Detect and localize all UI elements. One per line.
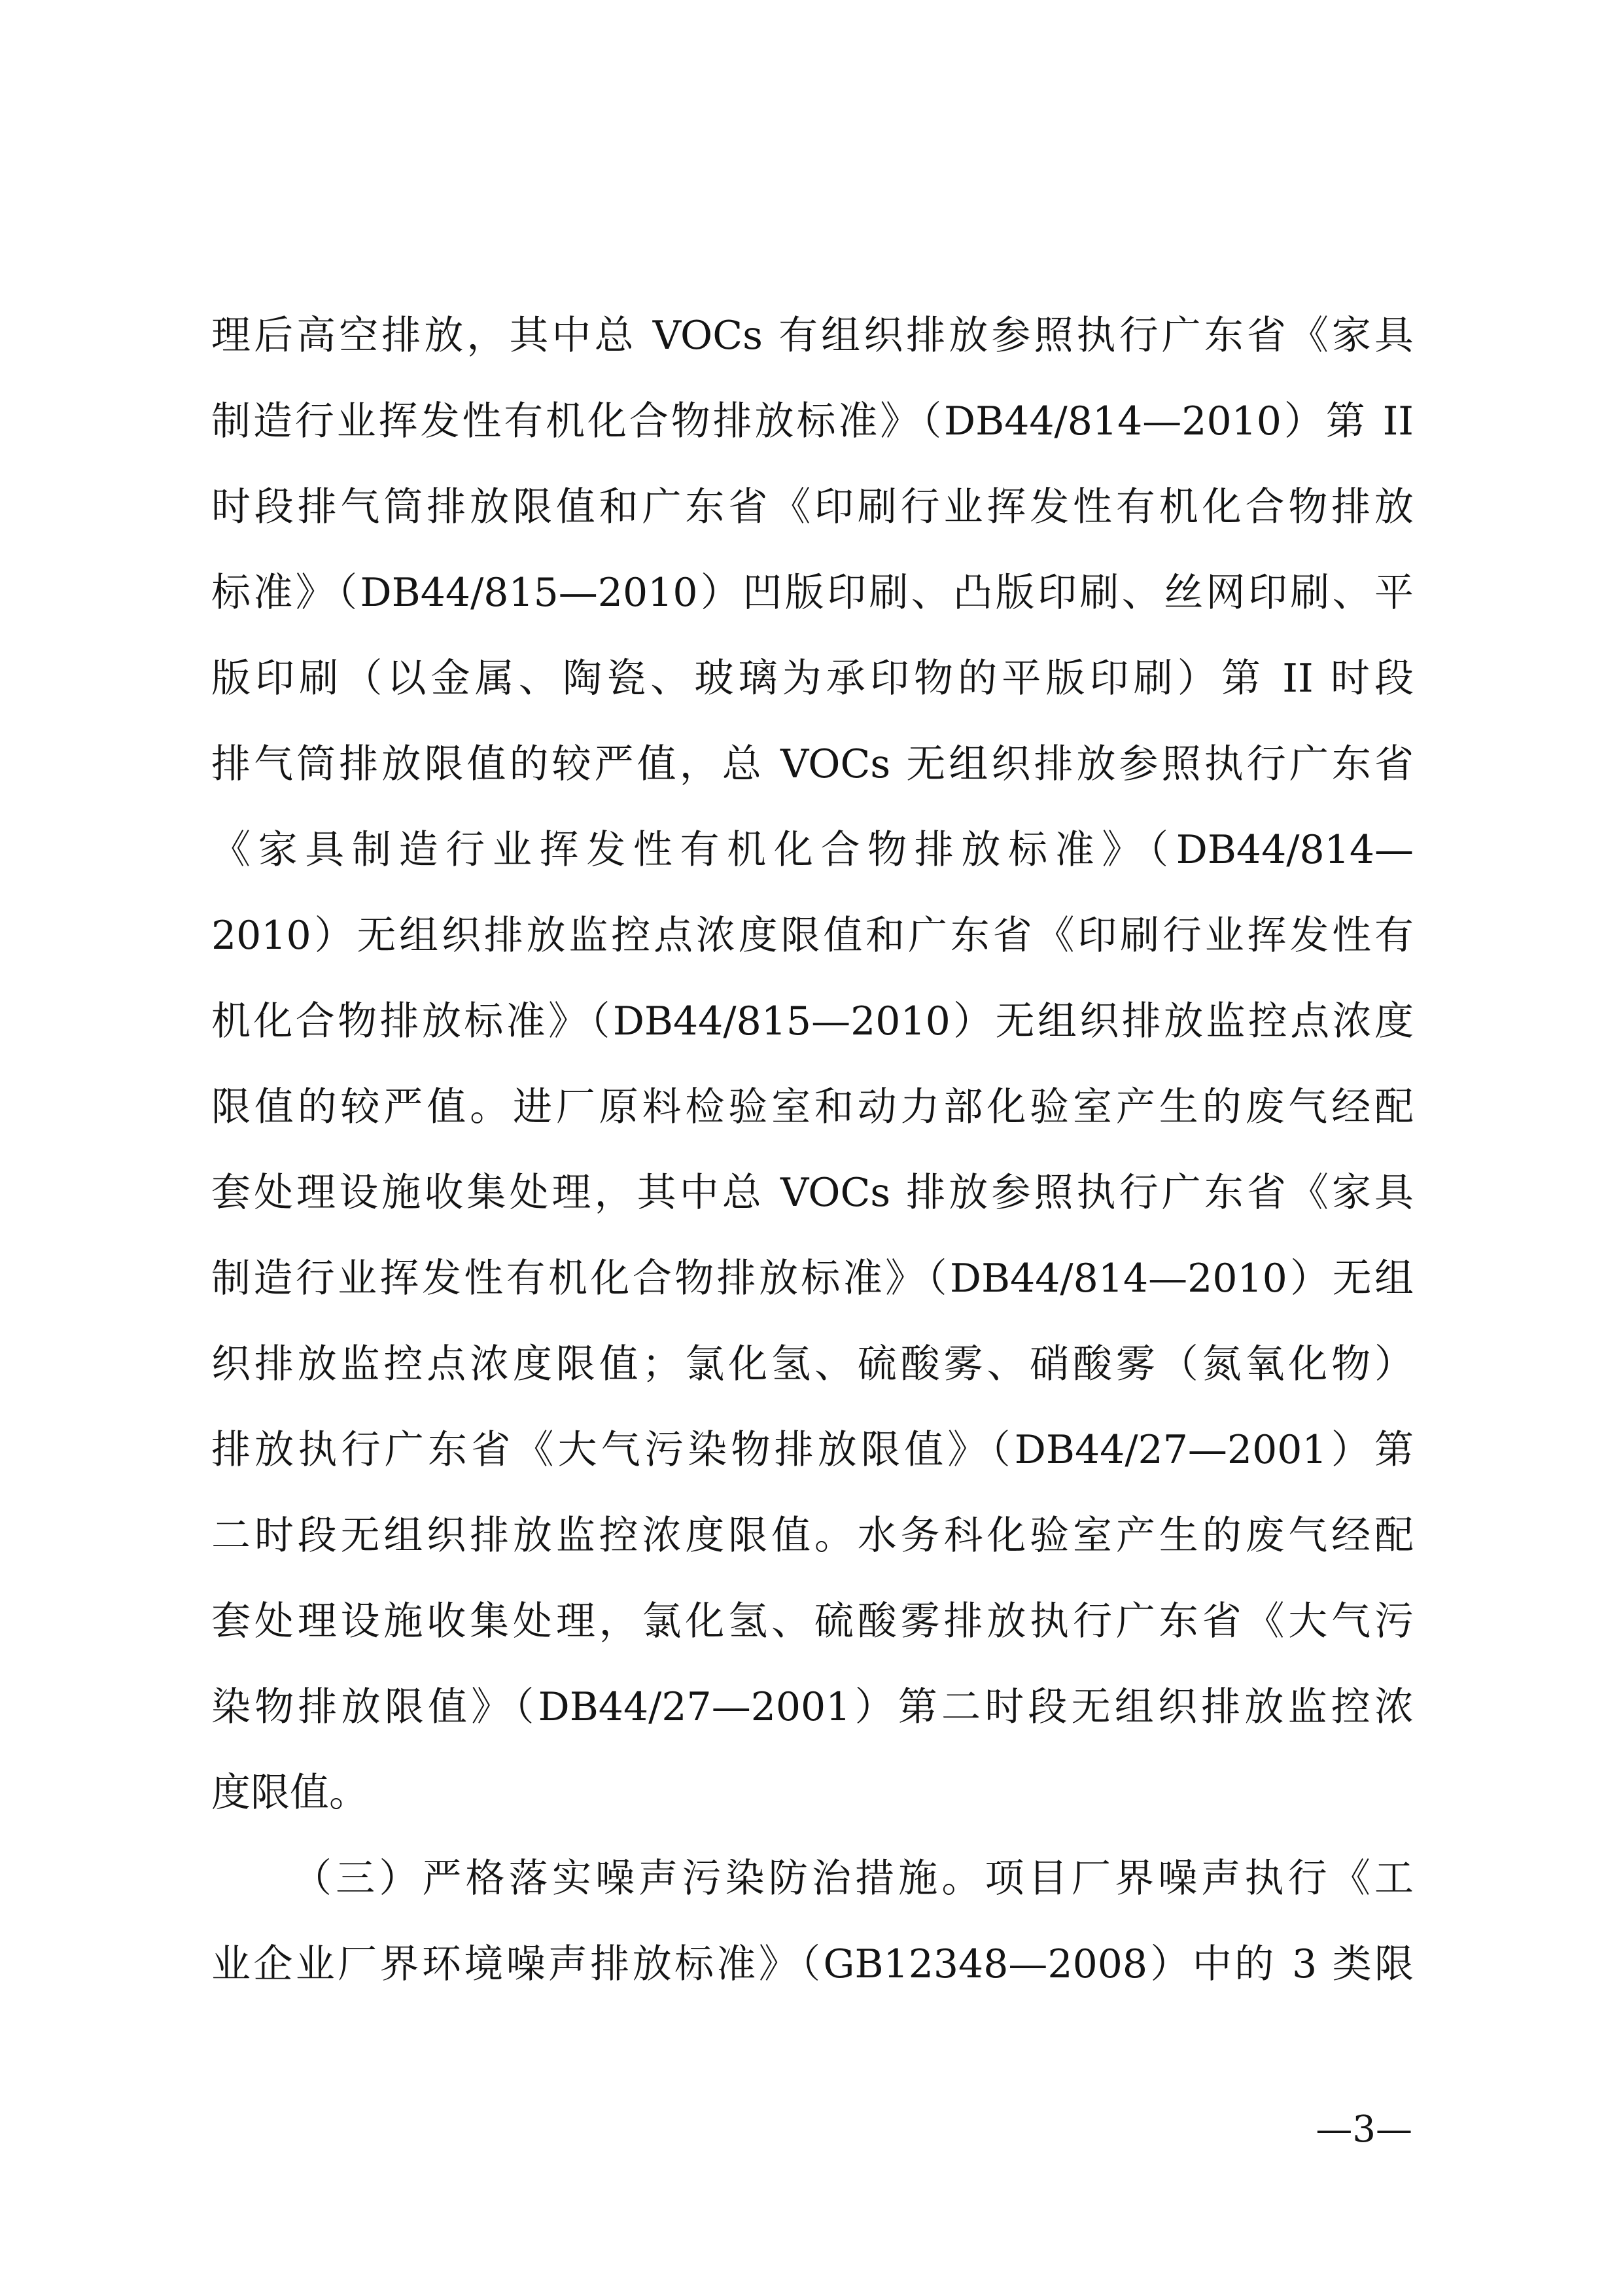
text-line: 套处理设施收集处理，其中总 VOCs 排放参照执行广东省《家具 — [211, 1170, 1414, 1216]
text-line: 二时段无组织排放监控浓度限值。水务科化验室产生的废气经配 — [211, 1513, 1414, 1559]
text-line: 《家具制造行业挥发性有机化合物排放标准》（DB44/814— — [211, 827, 1414, 873]
text-line: 理后高空排放，其中总 VOCs 有组织排放参照执行广东省《家具 — [211, 313, 1414, 359]
text-line: 染物排放限值》（DB44/27—2001）第二时段无组织排放监控浓 — [211, 1684, 1414, 1730]
text-line: 套处理设施收集处理，氯化氢、硫酸雾排放执行广东省《大气污 — [211, 1598, 1414, 1644]
text-line: 机化合物排放标准》（DB44/815—2010）无组织排放监控点浓度 — [211, 998, 1414, 1044]
page-number: —3— — [1316, 2108, 1412, 2151]
body-text — [211, 293, 1414, 2007]
text-line: 限值的较严值。进厂原料检验室和动力部化验室产生的废气经配 — [211, 1084, 1414, 1130]
text-line: 织排放监控点浓度限值；氯化氢、硫酸雾、硝酸雾（氮氧化物） — [211, 1341, 1414, 1387]
text-line: 2010）无组织排放监控点浓度限值和广东省《印刷行业挥发性有 — [211, 913, 1414, 959]
text-line: 制造行业挥发性有机化合物排放标准》（DB44/814—2010）无组 — [211, 1256, 1414, 1301]
paragraph-end-line: 度限值。 — [211, 1770, 368, 1816]
text-line: 制造行业挥发性有机化合物排放标准》（DB44/814—2010）第 II — [211, 398, 1414, 444]
text-line: 排气筒排放限值的较严值，总 VOCs 无组织排放参照执行广东省 — [211, 741, 1414, 787]
text-line: 标准》（DB44/815—2010）凹版印刷、凸版印刷、丝网印刷、平 — [211, 570, 1414, 616]
text-line: 排放执行广东省《大气污染物排放限值》（DB44/27—2001）第 — [211, 1427, 1414, 1473]
text-line: 版印刷（以金属、陶瓷、玻璃为承印物的平版印刷）第 II 时段 — [211, 656, 1414, 701]
text-line: 业企业厂界环境噪声排放标准》（GB12348—2008）中的 3 类限 — [211, 1941, 1414, 1987]
section-heading-line: （三）严格落实噪声污染防治措施。项目厂界噪声执行《工 — [292, 1856, 1414, 1901]
text-line: 时段排气筒排放限值和广东省《印刷行业挥发性有机化合物排放 — [211, 484, 1414, 530]
